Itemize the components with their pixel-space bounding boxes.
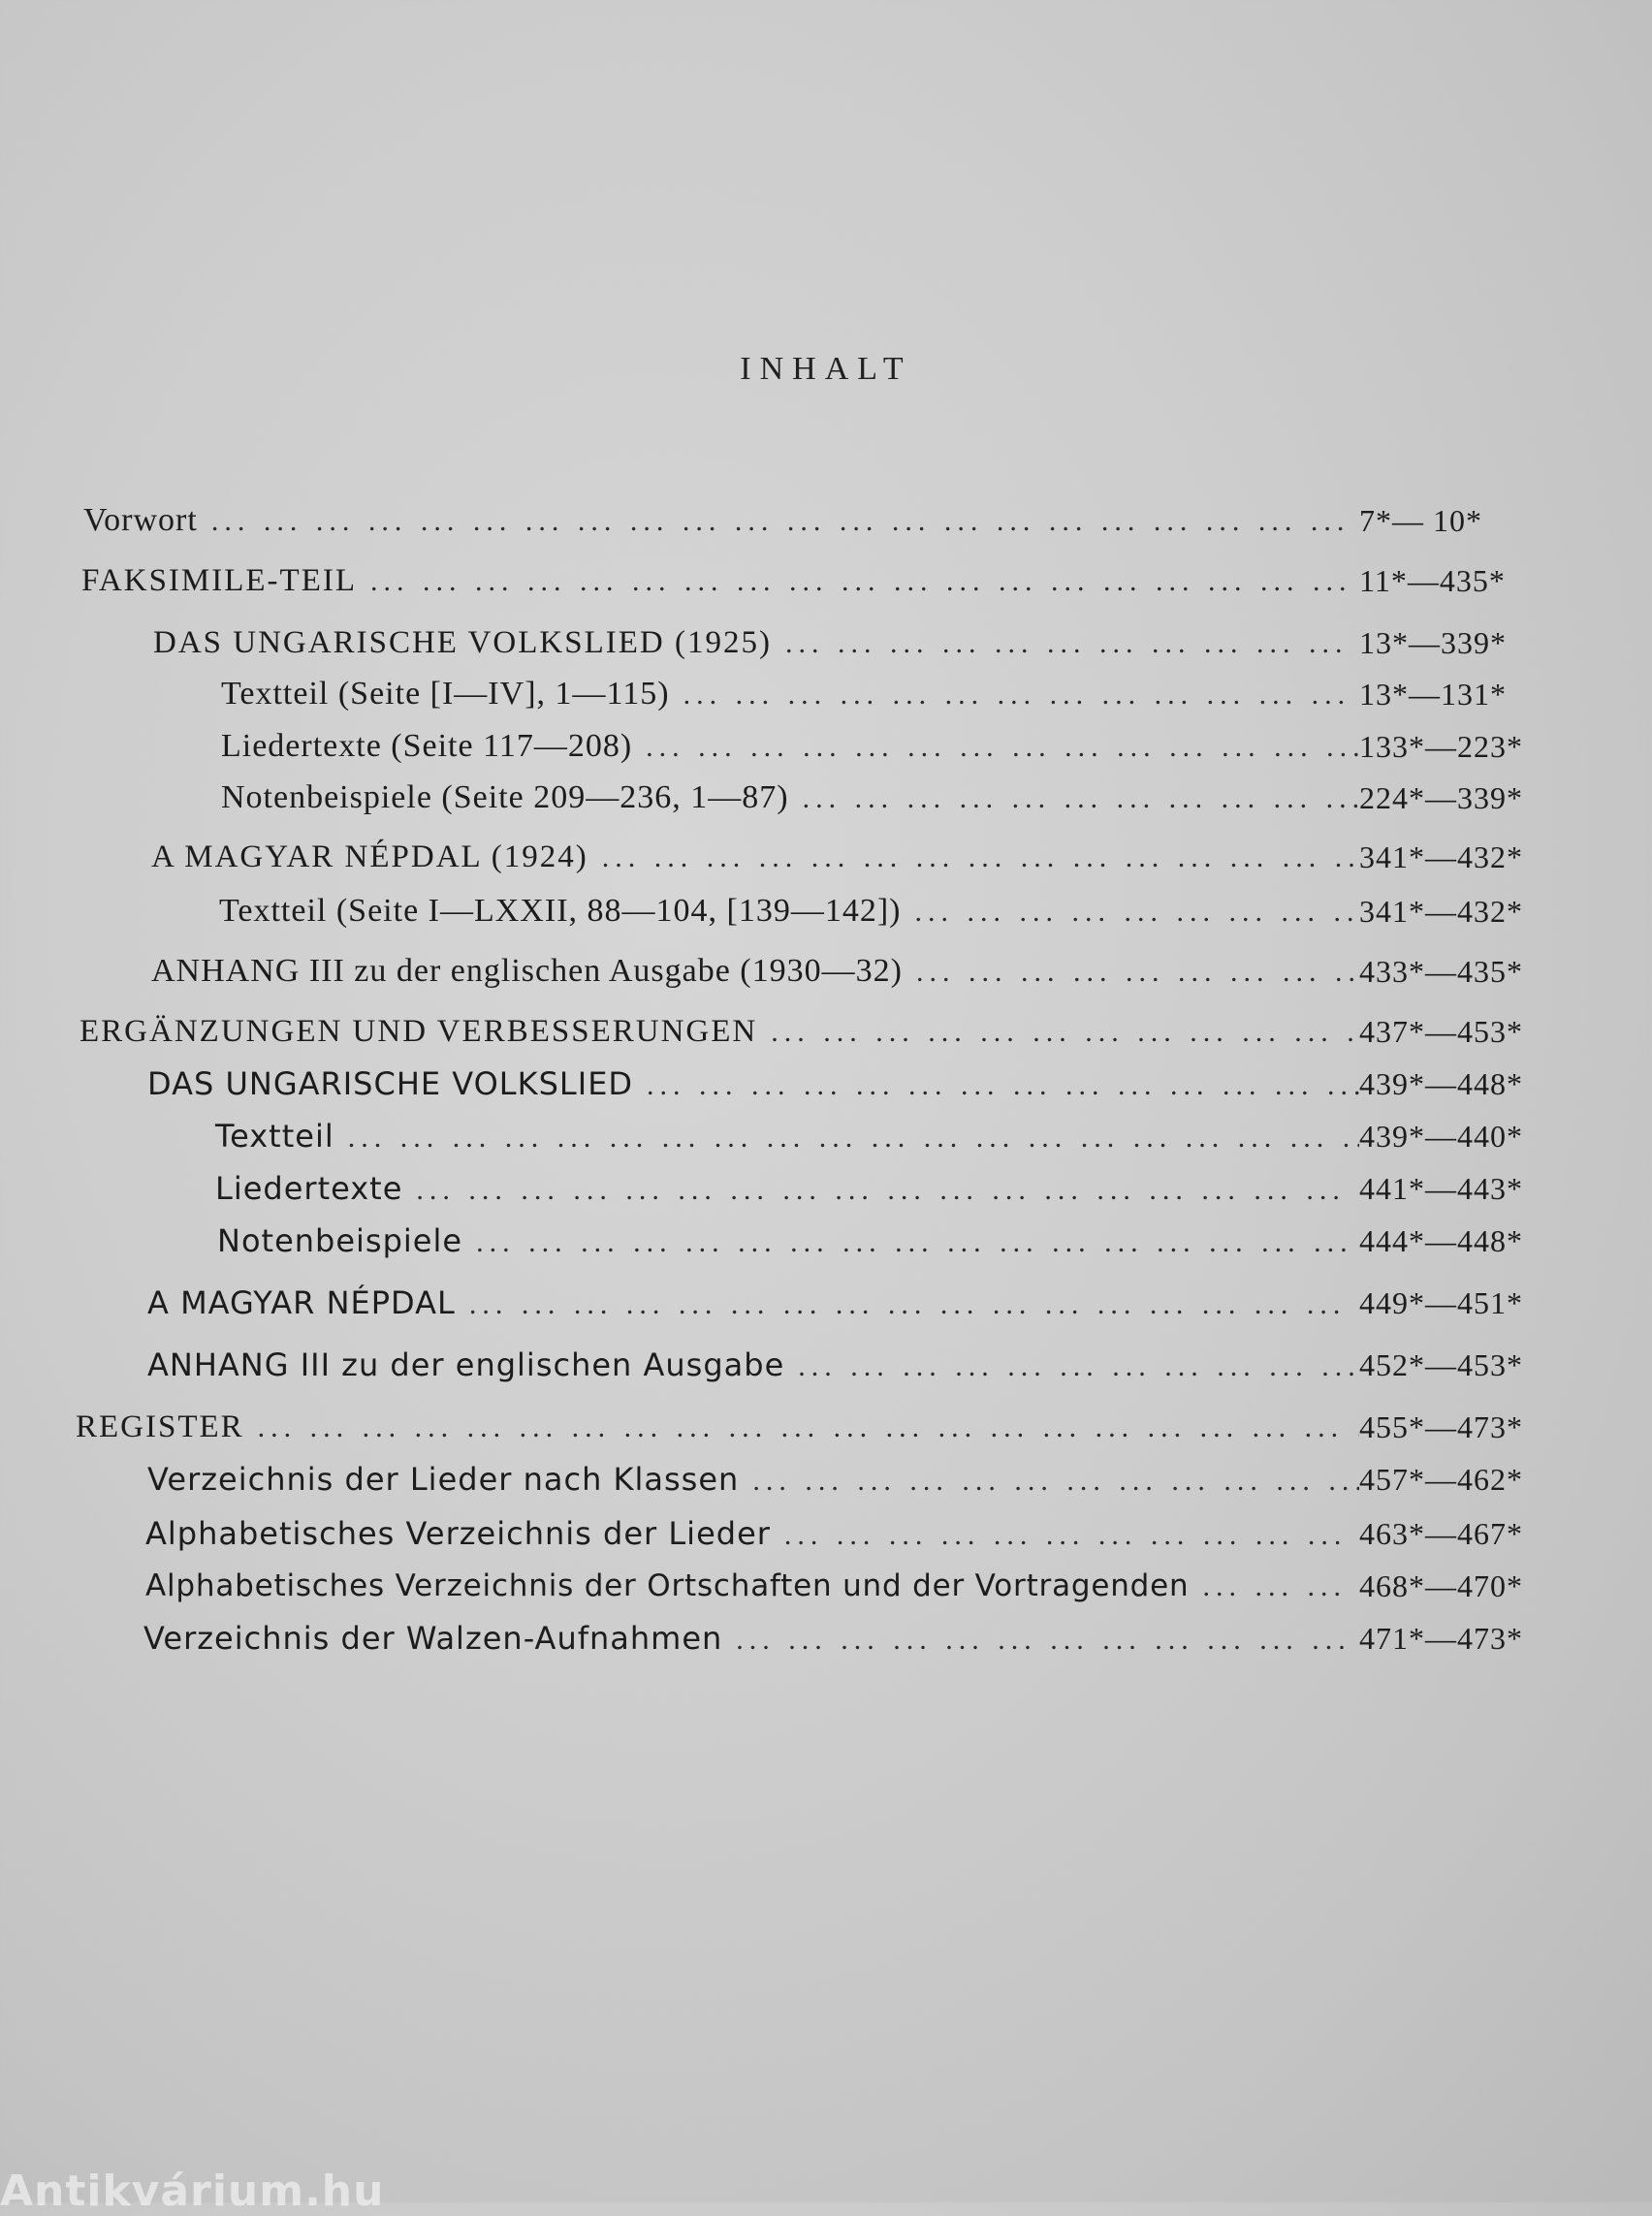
- toc-entry-pages: 133*—223*: [1359, 729, 1523, 764]
- toc-entry-label: Alphabetisches Verzeichnis der Lieder: [145, 1515, 771, 1552]
- toc-entry-notenbeispiele: [221, 776, 1359, 819]
- toc-entry-pages: 452*—453*: [1359, 1347, 1523, 1382]
- leader-dots: [771, 1011, 1359, 1054]
- leader-dots: [211, 500, 1359, 543]
- toc-entry-pages: 439*—448*: [1359, 1066, 1523, 1101]
- leader-dots: [646, 726, 1359, 769]
- toc-entry-notenbeispiele-erg: [217, 1219, 1359, 1262]
- toc-entry-label: Notenbeispiele: [217, 1222, 463, 1259]
- toc-entry-label: Verzeichnis der Lieder nach Klassen: [147, 1461, 740, 1498]
- toc-entry-label: Textteil (Seite [I—IV], 1—115): [221, 676, 670, 712]
- toc-entry-label: Vorwort: [83, 502, 198, 538]
- toc-entry-label: Textteil (Seite I—LXXII, 88—104, [139—142]): [219, 893, 902, 929]
- toc-entry-faksimile-teil: [81, 559, 1359, 602]
- toc-entry-alphabetisch-lieder: [145, 1512, 1359, 1555]
- toc-entry-textteil-nepdal: [219, 890, 1359, 933]
- leader-dots: [258, 1407, 1359, 1449]
- toc-entry-ergaenzungen: [79, 1010, 1359, 1053]
- toc-entry-label: A MAGYAR NÉPDAL (1924): [151, 839, 588, 874]
- toc-entry-label: DAS UNGARISCHE VOLKSLIED (1925): [153, 625, 772, 660]
- toc-entry-anhang-iii: [147, 1344, 1359, 1386]
- leader-dots: [736, 1619, 1359, 1662]
- toc-entry-anhang-iii-1930: [151, 950, 1359, 993]
- toc-entry-label: REGISTER: [76, 1409, 244, 1444]
- leader-dots: [370, 560, 1359, 603]
- toc-entry-volkslied-1925: [153, 621, 1359, 664]
- toc-entry-textteil-erg: [215, 1115, 1359, 1157]
- leader-dots: [798, 1345, 1359, 1388]
- toc-entry-volkslied: [147, 1062, 1359, 1105]
- toc-entry-register: [76, 1406, 1359, 1448]
- toc-entry-label: Liedertexte (Seite 117—208): [221, 728, 633, 764]
- toc-entry-lieder-klassen: [147, 1458, 1359, 1501]
- toc-entry-pages: 441*—443*: [1359, 1171, 1523, 1206]
- toc-entry-pages: 13*—131*: [1359, 677, 1507, 712]
- toc-entry-pages: 11*—435*: [1359, 563, 1506, 598]
- toc-entry-pages: 449*—451*: [1359, 1285, 1523, 1320]
- toc-entry-pages: 433*—435*: [1359, 954, 1523, 989]
- leader-dots: [1202, 1566, 1359, 1608]
- leader-dots: [469, 1283, 1359, 1326]
- toc-entry-pages: 341*—432*: [1359, 839, 1523, 874]
- toc-entry-walzen-aufnahmen: [143, 1617, 1359, 1660]
- leader-dots: [602, 837, 1359, 879]
- toc-entry-pages: 457*—462*: [1359, 1462, 1523, 1497]
- toc-entry-magyar-nepdal-1924: [151, 836, 1359, 878]
- toc-entry-label: FAKSIMILE-TEIL: [81, 563, 358, 598]
- toc-entry-label: Verzeichnis der Walzen-Aufnahmen: [143, 1620, 723, 1657]
- toc-entry-label: Textteil: [215, 1118, 334, 1155]
- toc-entry-pages: 455*—473*: [1359, 1409, 1523, 1444]
- leader-dots: [647, 1064, 1359, 1107]
- toc-entry-alphabetisch-ortschaften: [145, 1565, 1359, 1607]
- leader-dots: [803, 777, 1359, 820]
- leader-dots: [785, 622, 1359, 665]
- leader-dots: [416, 1169, 1359, 1212]
- leader-dots: [752, 1460, 1359, 1503]
- toc-entry-pages: 224*—339*: [1359, 780, 1523, 815]
- toc-entry-label: ANHANG III zu der englischen Ausgabe: [147, 1346, 785, 1383]
- leader-dots: [476, 1221, 1359, 1264]
- toc-entry-vorwort: [83, 499, 1359, 542]
- toc-entry-label: Liedertexte: [215, 1170, 403, 1207]
- toc-entry-label: ANHANG III zu der englischen Ausgabe (1930—32): [151, 953, 903, 989]
- toc-entry-pages: 7*— 10*: [1359, 503, 1482, 538]
- leader-dots: [784, 1514, 1359, 1557]
- toc-entry-pages: 468*—470*: [1359, 1568, 1523, 1603]
- toc-entry-pages: 13*—339*: [1359, 625, 1507, 660]
- toc-entry-textteil: [221, 673, 1359, 715]
- toc-entry-pages: 437*—453*: [1359, 1014, 1523, 1049]
- toc-entry-label: DAS UNGARISCHE VOLKSLIED: [147, 1065, 634, 1102]
- leader-dots: [914, 891, 1359, 934]
- toc-entry-liedertexte: [221, 725, 1359, 768]
- leader-dots: [348, 1117, 1359, 1159]
- toc-entry-pages: 471*—473*: [1359, 1621, 1523, 1656]
- toc-entry-pages: 444*—448*: [1359, 1223, 1523, 1258]
- leader-dots: [683, 674, 1359, 716]
- page-title: INHALT: [740, 351, 912, 387]
- toc-entry-pages: 341*—432*: [1359, 894, 1523, 929]
- toc-entry-label: Alphabetisches Verzeichnis der Ortschaften und der Vortragenden: [145, 1568, 1190, 1603]
- toc-entry-pages: 463*—467*: [1359, 1516, 1523, 1551]
- watermark-logo: Antikvárium.hu: [0, 2167, 385, 2216]
- toc-entry-liedertexte-erg: [215, 1167, 1359, 1210]
- toc-entry-label: A MAGYAR NÉPDAL: [147, 1284, 456, 1321]
- toc-entry-magyar-nepdal: [147, 1282, 1359, 1324]
- leader-dots: [916, 951, 1359, 994]
- toc-entry-label: Notenbeispiele (Seite 209—236, 1—87): [221, 779, 789, 815]
- toc-entry-label: ERGÄNZUNGEN UND VERBESSERUNGEN: [79, 1014, 758, 1049]
- toc-entry-pages: 439*—440*: [1359, 1119, 1523, 1154]
